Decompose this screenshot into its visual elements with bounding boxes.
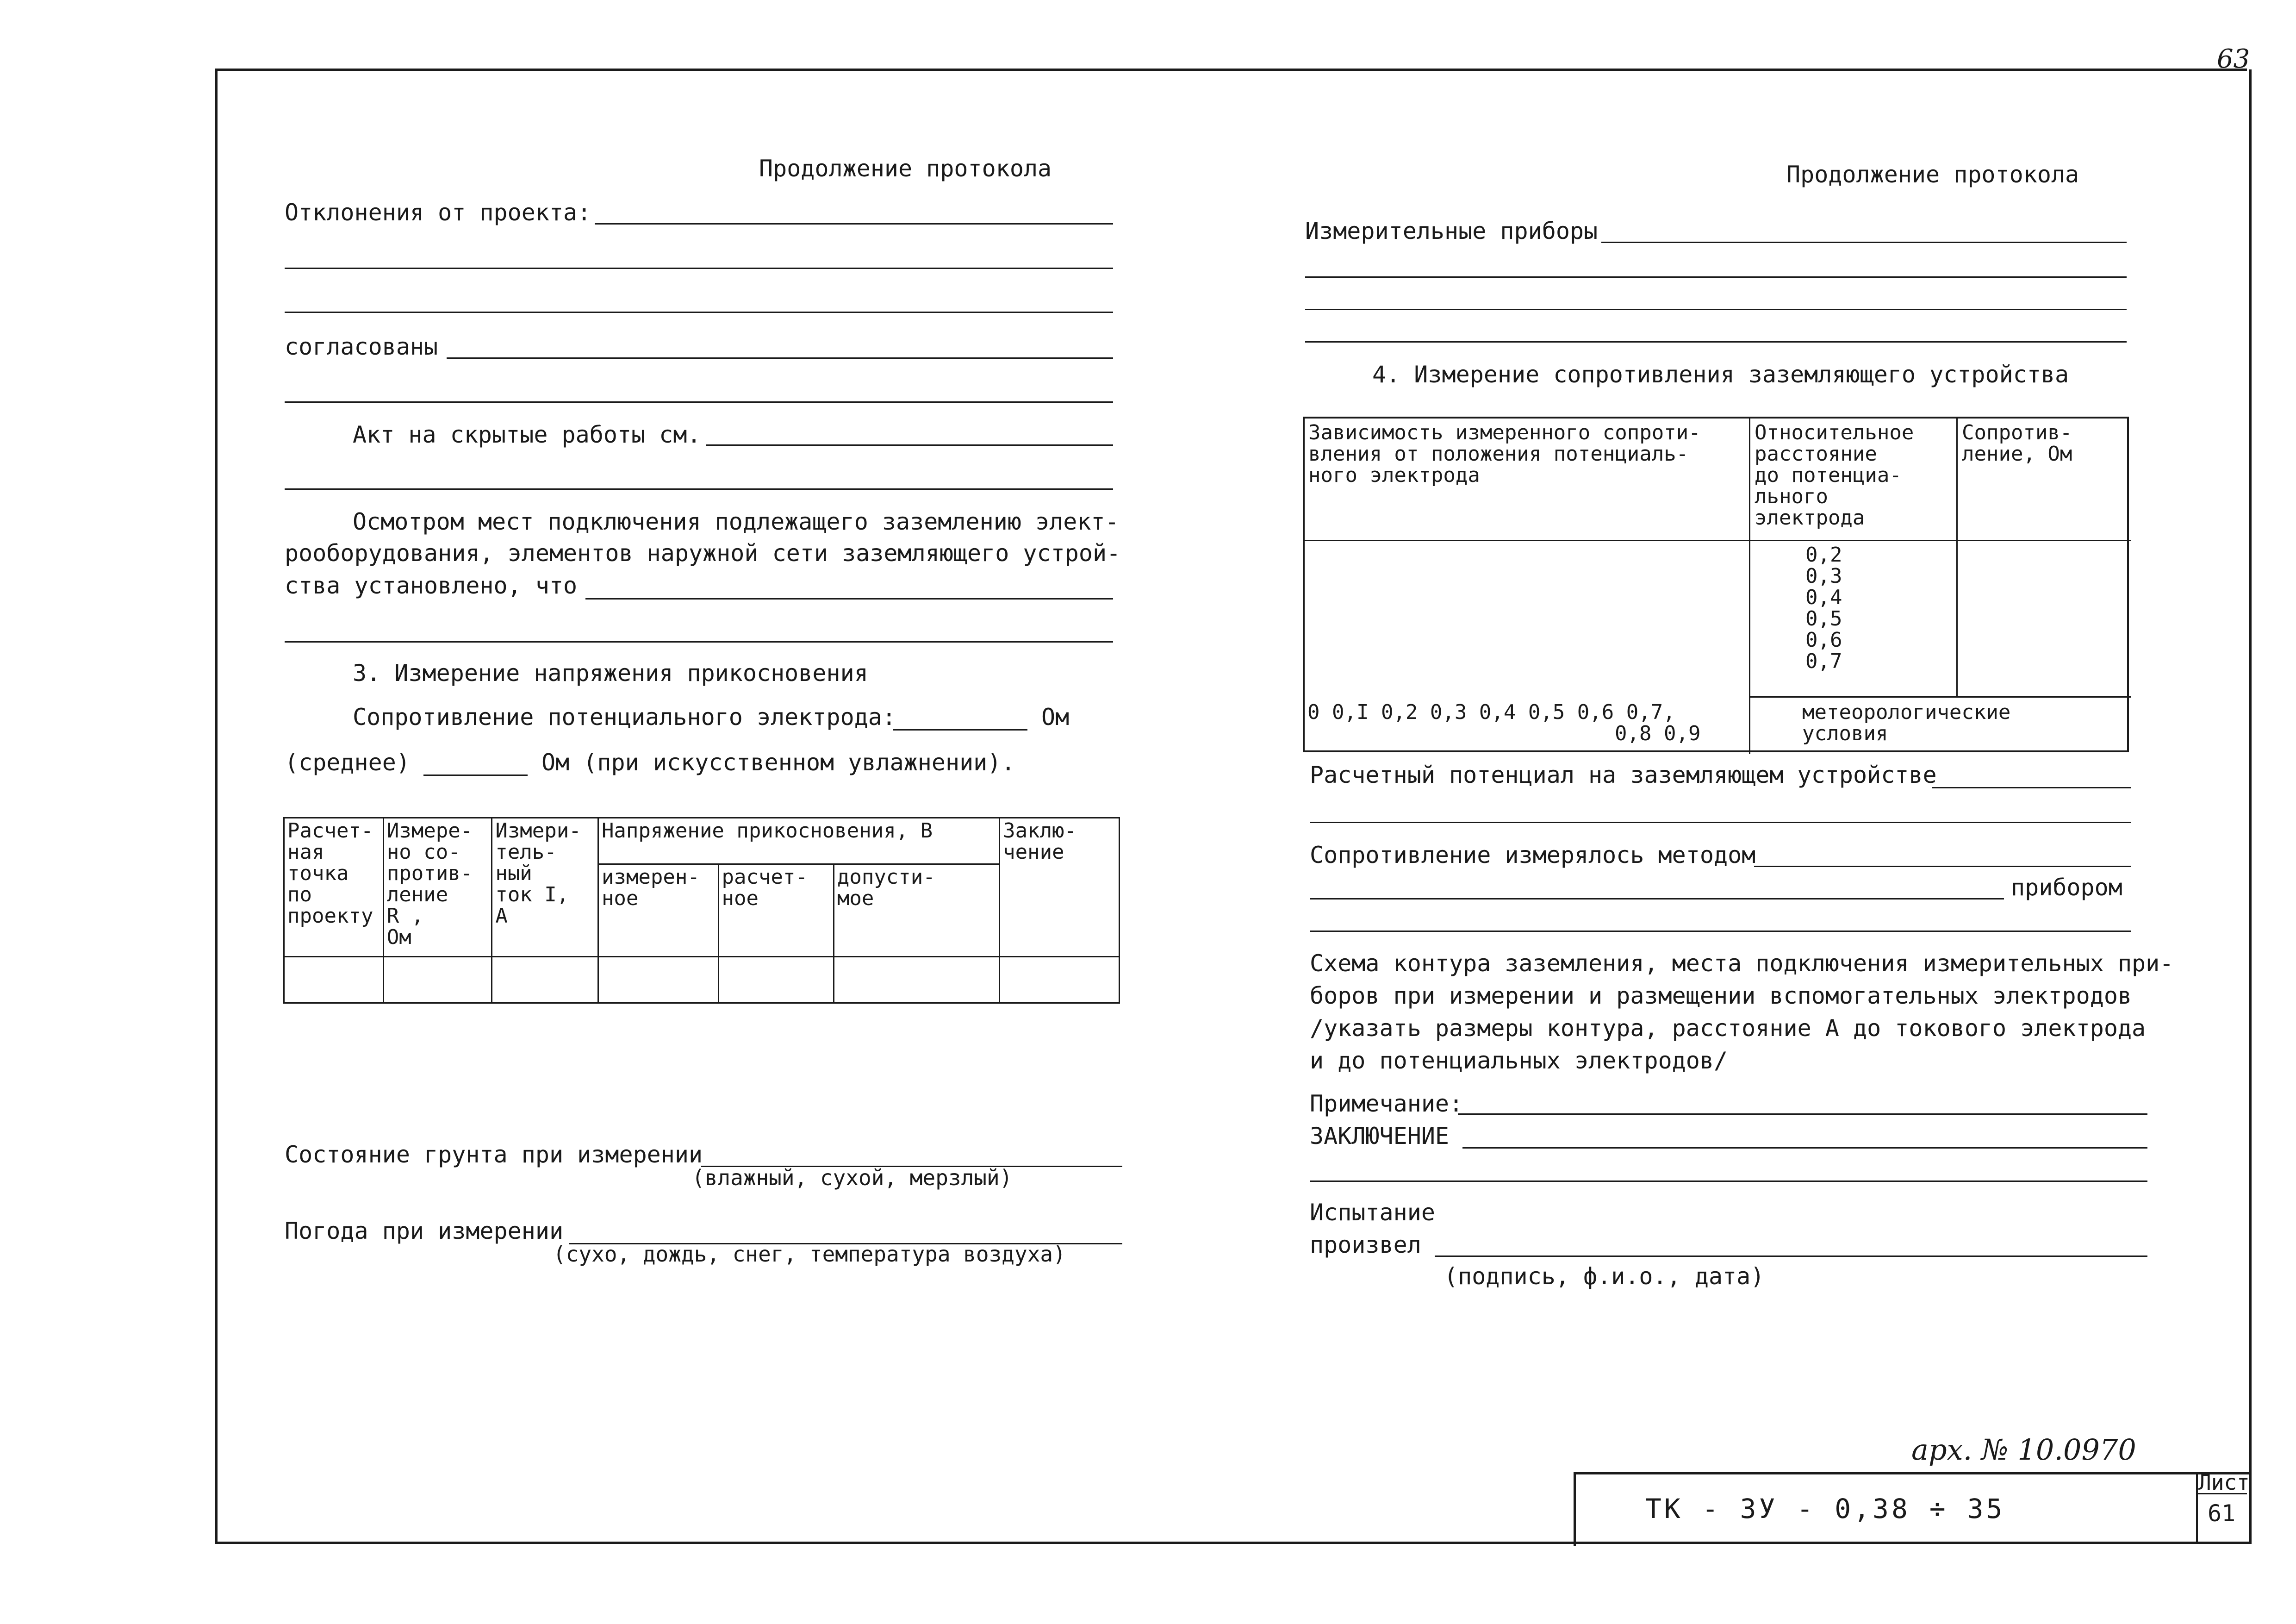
- page-frame: [215, 69, 2252, 1544]
- sheet-label: Лист: [2198, 1470, 2250, 1495]
- signature-hint: (подпись, ф.и.о., дата): [1444, 1263, 1765, 1290]
- table-cell[interactable]: [383, 957, 492, 1003]
- method-label: Сопротивление измерялось методом: [1310, 842, 1756, 868]
- agreed-line-2[interactable]: [285, 401, 1113, 403]
- table-cell[interactable]: [284, 957, 384, 1003]
- hidden-works-label: Акт на скрытые работы см.: [353, 421, 701, 448]
- conclusion-line-1[interactable]: [1462, 1147, 2147, 1149]
- subcol-measured: измерен- ное: [598, 864, 718, 957]
- potential-line-1[interactable]: [1932, 787, 2131, 788]
- method-line[interactable]: [1754, 866, 2131, 867]
- scheme-text-4: и до потенциальных электродов/: [1310, 1047, 1728, 1074]
- meteo-conditions: метеорологические условия: [1802, 700, 2011, 745]
- inspection-text-3: ства установлено, что: [285, 572, 578, 599]
- section3-title: 3. Измерение напряжения прикосновения: [353, 660, 868, 687]
- col-measuring-current: Измери- тель- ный ток I, А: [492, 818, 598, 957]
- humid-label: Ом (при искусственном увлажнении).: [541, 749, 1015, 776]
- note-label: Примечание:: [1310, 1090, 1463, 1117]
- scheme-text-3: /указать размеры контура, расстояние А до токового электрода: [1310, 1015, 2146, 1042]
- deviations-line-1[interactable]: [595, 223, 1113, 225]
- col-design-point: Расчет- ная точка по проекту: [284, 818, 384, 957]
- table-cell[interactable]: [718, 957, 834, 1003]
- average-label: (среднее): [285, 749, 410, 776]
- scheme-text-1: Схема контура заземления, места подключения измерительных при-: [1310, 950, 2174, 977]
- agreed-label: согласованы: [285, 333, 438, 360]
- col-touch-voltage-header: Напряжение прикосновения, В: [598, 818, 999, 864]
- archive-note-handwritten: арх. № 10.0970: [1911, 1433, 2136, 1467]
- weather-hint: (сухо, дождь, снег, температура воздуха): [553, 1242, 1066, 1267]
- scheme-text-2: боров при измерении и размещении вспомогательных электродов: [1310, 982, 2132, 1009]
- deviations-label: Отклонения от проекта:: [285, 199, 591, 226]
- soil-hint: (влажный, сухой, мерзлый): [692, 1165, 1013, 1190]
- right-header: Продолжение протокола: [1786, 161, 2079, 188]
- table-cell[interactable]: [1000, 957, 1120, 1003]
- method-line-2[interactable]: [1310, 931, 2131, 932]
- inspection-line-2[interactable]: [285, 641, 1113, 643]
- deviations-line-2[interactable]: [285, 268, 1113, 269]
- note-line[interactable]: [1458, 1113, 2147, 1115]
- instruments-line-2[interactable]: [1305, 276, 2127, 278]
- test-label-2: произвел: [1310, 1231, 1421, 1258]
- document-code: ТК - ЗУ - 0,38 ÷ 35: [1645, 1493, 2005, 1524]
- hidden-works-line-1[interactable]: [706, 444, 1113, 446]
- weather-label: Погода при измерении: [285, 1218, 564, 1244]
- resistance-label: Сопротивление потенциального электрода:: [353, 704, 896, 731]
- table-cell[interactable]: [492, 957, 598, 1003]
- subcol-permissible: допусти- мое: [834, 864, 999, 957]
- unit-ohm: Ом: [1041, 704, 1070, 731]
- device-line[interactable]: [1310, 898, 2004, 899]
- instruments-line-3[interactable]: [1305, 309, 2127, 310]
- conclusion-line-2[interactable]: [1310, 1181, 2147, 1182]
- left-header: Продолжение протокола: [759, 155, 1052, 182]
- signature-line[interactable]: [1435, 1255, 2147, 1257]
- col-measured-resistance: Измере- но со- против- ление R , Ом: [383, 818, 492, 957]
- page-number-handwritten: 63: [2217, 44, 2250, 74]
- touch-voltage-table: [283, 817, 1120, 1004]
- axis-row-1: 0 0,I 0,2 0,3 0,4 0,5 0,6 0,7,: [1307, 700, 1675, 724]
- subcol-calculated: расчет- ное: [718, 864, 834, 957]
- hidden-works-line-2[interactable]: [285, 488, 1113, 490]
- head-resistance: Сопротив- ление, Ом: [1962, 421, 2072, 466]
- grounding-resistance-table: [1303, 417, 2129, 752]
- section4-title: 4. Измерение сопротивления заземляющего устройства: [1372, 361, 2069, 388]
- head-dependency: Зависимость измеренного сопроти- вления от положения потенциаль- ного электрода: [1308, 421, 1701, 487]
- potential-line-2[interactable]: [1310, 822, 2131, 823]
- agreed-line-1[interactable]: [447, 357, 1113, 359]
- deviations-line-3[interactable]: [285, 312, 1113, 313]
- test-label-1: Испытание: [1310, 1199, 1435, 1226]
- instruments-line-4[interactable]: [1305, 341, 2127, 343]
- axis-row-2: 0,8 0,9: [1615, 722, 1701, 745]
- soil-label: Состояние грунта при измерении: [285, 1141, 703, 1168]
- conclusion-label: ЗАКЛЮЧЕНИЕ: [1310, 1123, 1450, 1149]
- instruments-label: Измерительные приборы: [1305, 218, 1598, 244]
- head-relative-distance: Относительное расстояние до потенциа- льного электрода: [1755, 421, 1914, 530]
- table-cell[interactable]: [834, 957, 999, 1003]
- resistance-field[interactable]: [893, 729, 1027, 731]
- potential-label: Расчетный потенциал на заземляющем устройстве: [1310, 762, 1937, 788]
- col-conclusion: Заклю- чение: [1000, 818, 1120, 957]
- average-field[interactable]: [423, 775, 528, 776]
- inspection-text-1: Осмотром мест подключения подлежащего заземлению элект-: [353, 508, 1119, 535]
- table-cell[interactable]: [598, 957, 718, 1003]
- instruments-line-1[interactable]: [1601, 242, 2127, 243]
- sheet-number: 61: [2208, 1500, 2236, 1527]
- inspection-line-1[interactable]: [585, 598, 1113, 600]
- inspection-text-2: рооборудования, элементов наружной сети заземляющего устрой-: [285, 540, 1121, 567]
- distance-values: 0,2 0,3 0,4 0,5 0,6 0,7: [1805, 543, 1842, 673]
- device-label: прибором: [2011, 874, 2122, 901]
